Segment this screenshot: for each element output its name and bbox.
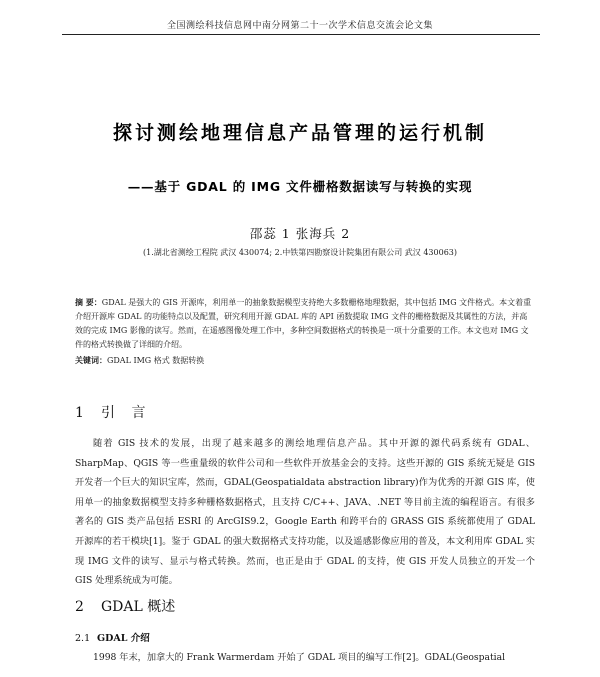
header-rule — [62, 34, 540, 35]
section-title: GDAL 概述 — [101, 599, 176, 615]
abstract — [75, 296, 533, 352]
gdal-intro-paragraph: 1998 年末，加拿大的 Frank Warmerdam 开始了 GDAL 项目的编写工作[2]。GDAL(Geospatial — [93, 652, 506, 663]
section-heading-gdal-overview — [75, 596, 175, 616]
section-heading-introduction — [75, 402, 151, 422]
subsection-heading-gdal-intro — [75, 630, 150, 644]
abstract-text: GDAL 是强大的 GIS 开源库，利用单一的抽象数据模型支持绝大多数栅格地理数据，其中包括 IMG 文件格式。本文着重介绍开源库 GDAL 的功能特点以及配置，研究利用开源 GDAL 库的 API 函数提取 IMG 文件的栅格数据及其属性的方法，并高效的完成 IMG 影像的读写。然而，在遥感图像处理工作中，多种空间数据格式的转换是一项十分重要的工作。本文也对 IMG 文件的格式转换做了详细的介绍。 — [75, 298, 532, 349]
keywords — [75, 354, 533, 368]
keywords-label: 关键词： — [75, 356, 107, 365]
subsection-title: GDAL 介绍 — [97, 633, 150, 644]
paper-title: 探讨测绘地理信息产品管理的运行机制 — [112, 122, 487, 144]
affiliation-line: (1.湖北省测绘工程院 武汉 430074; 2.中铁第四勘察设计院集团有限公司 武汉 430063) — [143, 248, 457, 257]
keywords-text: GDAL IMG 格式 数据转换 — [107, 356, 205, 365]
section-title: 引 言 — [101, 405, 152, 421]
subsection-number: 2.1 — [75, 633, 91, 644]
abstract-label: 摘 要： — [75, 298, 102, 307]
paper-subtitle: ——基于 GDAL 的 IMG 文件栅格数据读写与转换的实现 — [127, 179, 473, 194]
introduction-paragraph: 随着 GIS 技术的发展，出现了越来越多的测绘地理信息产品。其中开源的源代码系统有 GDAL、SharpMap、QGIS 等一些重量级的软件公司和一些软件开放基金会的支持。这些开源的 GIS 系统无疑是 GIS 开发者一个巨大的知识宝库，然而，GDAL(Geospatialdata abstraction library)作为优秀的开源 GIS 库，使用单一的抽象数据模型支持多种栅格数据格式，且支持 C/C++、JAVA、.NET 等目前主流的编程语言。有很多著名的 GIS 类产品包括 ESRI 的 ArcGIS9.2，Google Earth 和跨平台的 GRASS GIS 系统都使用了 GDAL 开源库的若干模块[1]。鉴于 GDAL 的强大数据格式支持功能，以及遥感影像应用的普及，本文利用库 GDAL 实现 IMG 文件的读写、显示与格式转换。然而，也正是由于 GDAL 的支持，使 GIS 开发人员独立的开发一个 GIS 处理系统成为可能。 — [75, 438, 535, 587]
section-number: 1 — [75, 405, 90, 421]
author-line: 邵蕊 1 张海兵 2 — [249, 226, 351, 241]
running-header: 全国测绘科技信息网中南分网第二十一次学术信息交流会论文集 — [166, 21, 433, 31]
section-number: 2 — [75, 599, 84, 615]
